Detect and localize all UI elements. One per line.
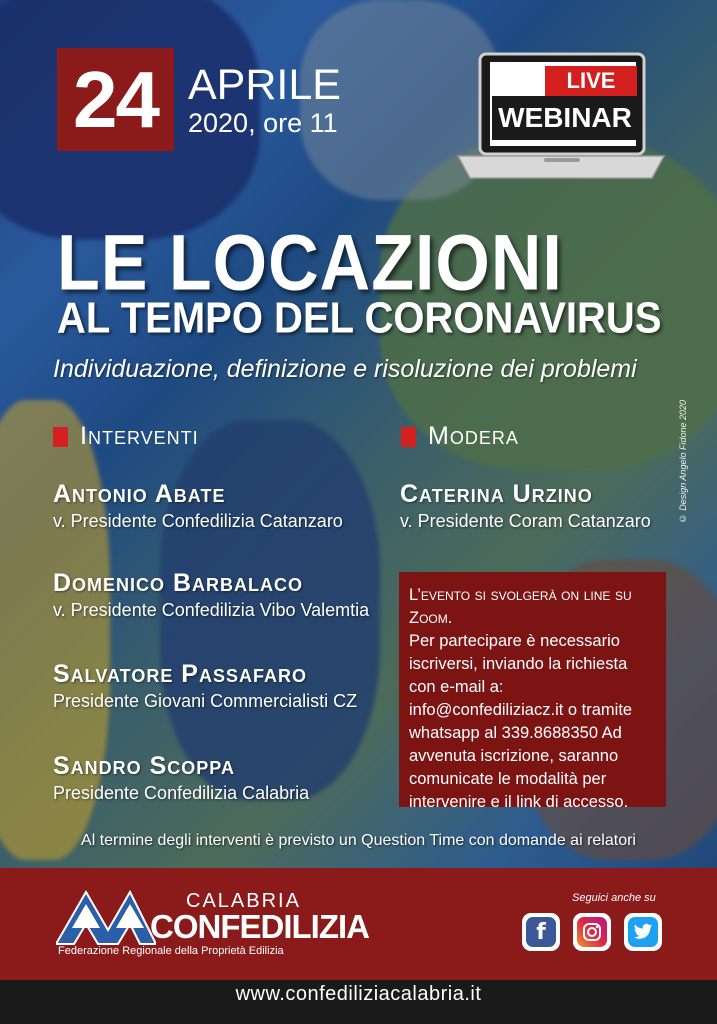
date-month: APRILE <box>188 61 341 109</box>
footnote: Al termine degli interventi è previsto un Question Time con domande ai relatori <box>81 832 636 849</box>
bullet-square <box>53 427 68 447</box>
social-label: Seguici anche su <box>572 892 656 904</box>
speaker-item <box>53 660 357 712</box>
moderator-heading-label: Modera <box>428 422 519 450</box>
design-credit: © Design Angelo Fidone 2020 <box>678 400 688 524</box>
moderator-name: Caterina Urzino <box>400 480 593 508</box>
info-body: Per partecipare è necessario iscriversi, inviando la richiesta con e-mail a: info@confediliziacz.it o tramite whatsapp al 339.8688350 Ad avvenuta iscrizione, saranno comunicate le modalità per intervenire e il link di accesso. <box>409 632 633 811</box>
live-badge: LIVE <box>545 66 637 96</box>
webinar-label: WEBINAR <box>492 96 638 140</box>
speakers-heading-label: Interventi <box>80 422 199 450</box>
speaker-item <box>53 569 369 621</box>
speaker-item <box>53 480 343 532</box>
speaker-name: Sandro Scoppa <box>53 752 235 780</box>
instagram-icon[interactable] <box>573 913 611 951</box>
website-link[interactable]: www.confediliziacalabria.it <box>235 983 482 1005</box>
logo-federazione: Federazione Regionale della Proprietà Edilizia <box>58 945 284 957</box>
info-lead: L’evento si svolgerà on line su Zoom. <box>409 586 632 627</box>
facebook-icon[interactable]: f <box>522 913 560 951</box>
bullet-square <box>401 427 416 447</box>
title-secondary: AL TEMPO DEL CORONAVIRUS <box>57 294 662 343</box>
subtitle: Individuazione, definizione e risoluzione dei problemi <box>53 355 637 383</box>
speaker-role: Presidente Confedilizia Calabria <box>53 783 310 803</box>
moderator-item <box>400 480 651 532</box>
speaker-role: Presidente Giovani Commercialisti CZ <box>53 691 358 711</box>
speaker-name: Antonio Abate <box>53 480 226 508</box>
moderator-heading <box>401 422 519 451</box>
speakers-heading <box>53 422 199 451</box>
speaker-role: v. Presidente Confedilizia Catanzaro <box>53 511 343 531</box>
date-time: 2020, ore 11 <box>188 108 338 138</box>
date-day: 24 <box>57 48 174 151</box>
speaker-item <box>53 752 309 804</box>
title-main: LE LOCAZIONI <box>57 219 563 307</box>
speaker-name: Salvatore Passafaro <box>53 660 307 688</box>
info-box <box>399 572 666 811</box>
moderator-role: v. Presidente Coram Catanzaro <box>400 511 651 531</box>
speaker-role: v. Presidente Confedilizia Vibo Valemtia <box>53 600 370 620</box>
speaker-name: Domenico Barbalaco <box>53 569 304 597</box>
twitter-icon[interactable] <box>624 913 662 951</box>
logo-confedilizia: CONFEDILIZIA <box>150 908 369 945</box>
logo-calabria: CALABRIA <box>186 890 301 912</box>
